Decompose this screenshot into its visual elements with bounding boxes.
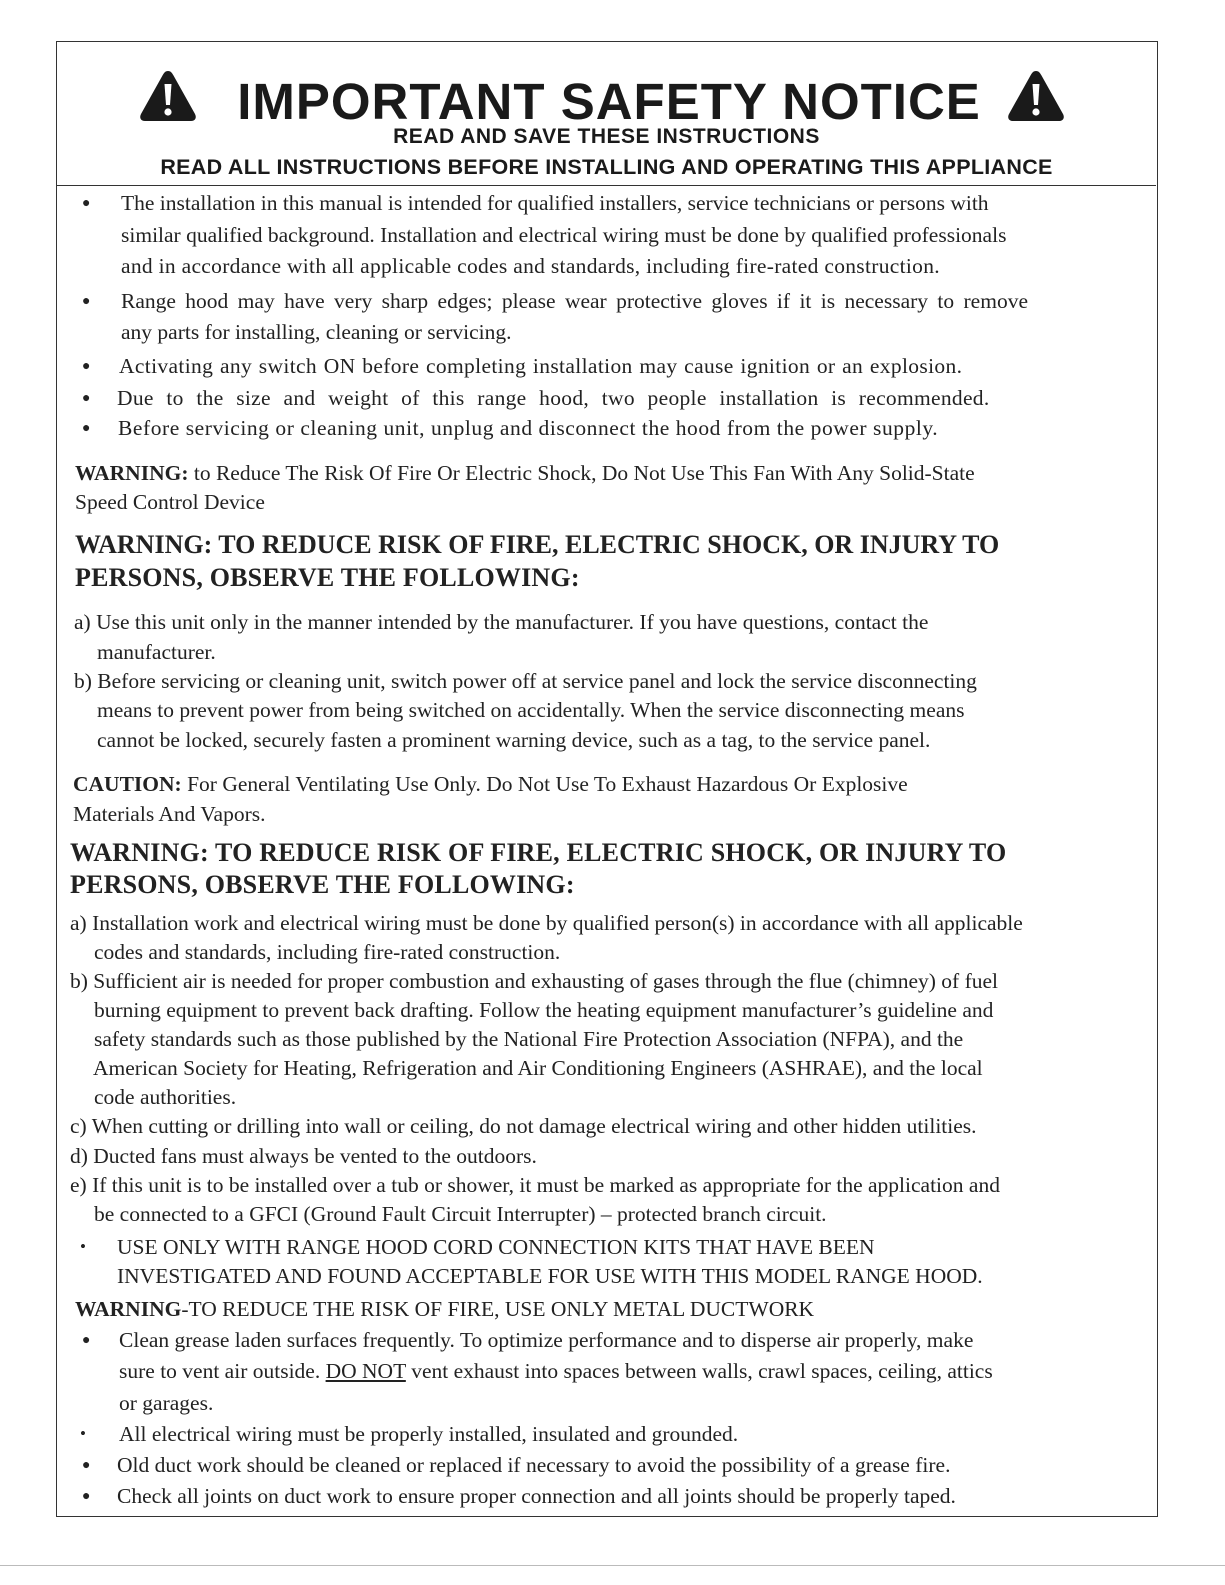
warning-triangle-icon [137,68,199,124]
bullet-line [119,1358,993,1384]
bullet-line: Range hood may have very sharp edges; please wear protective gloves if it is necessary to remove [121,289,1028,313]
list-item: e) If this unit is to be installed over a tub or shower, it must be marked as appropriate for the application and [70,1173,1000,1197]
warning-label: WARNING [75,1297,182,1321]
bullet-line: The installation in this manual is intended for qualified installers, service technicians or persons with [121,191,989,215]
section-heading: WARNING: TO REDUCE RISK OF FIRE, ELECTRIC SHOCK, OR INJURY TO [70,838,1007,867]
caution-label: CAUTION: [73,772,182,796]
caution-note [73,771,908,797]
list-item: code authorities. [94,1085,237,1109]
list-item: c) When cutting or drilling into wall or ceiling, do not damage electrical wiring and other hidden utilities. [70,1114,977,1138]
list-item: be connected to a GFCI (Ground Fault Circuit Interrupter) – protected branch circuit. [94,1202,827,1226]
cord-kit-note: USE ONLY WITH RANGE HOOD CORD CONNECTION KITS THAT HAVE BEEN [117,1235,875,1259]
bullet-line: Before servicing or cleaning unit, unplug and disconnect the hood from the power supply. [118,416,939,440]
bullet-icon: ● [82,391,91,406]
bullet-text: vent exhaust into spaces between walls, crawl spaces, ceiling, attics [405,1359,993,1383]
list-item: manufacturer. [97,640,216,664]
warning-text: to Reduce The Risk Of Fire Or Electric Shock, Do Not Use This Fan With Any Solid-State [188,461,975,485]
warning-label: WARNING: [75,461,189,485]
list-item: American Society for Heating, Refrigeration and Air Conditioning Engineers (ASHRAE), and the local [93,1056,983,1080]
bullet-icon: • [80,1237,86,1256]
bullet-text: sure to vent air outside. [119,1359,326,1383]
warning-ductwork [75,1296,814,1322]
warning-solid-state-line2: Speed Control Device [75,490,265,514]
list-item: d) Ducted fans must always be vented to the outdoors. [70,1144,537,1168]
do-not-emphasis: DO NOT [325,1359,406,1383]
subtitle: READ AND SAVE THESE INSTRUCTIONS [393,125,820,148]
warning-triangle-icon [1005,68,1067,124]
subtitle-2: READ ALL INSTRUCTIONS BEFORE INSTALLING AND OPERATING THIS APPLIANCE [160,155,1053,179]
bullet-icon: • [80,1424,86,1443]
bullet-line: or garages. [119,1391,214,1415]
section-heading: PERSONS, OBSERVE THE FOLLOWING: [70,870,575,899]
caution-text: For General Ventilating Use Only. Do Not Use To Exhaust Hazardous Or Explosive [181,772,908,796]
section-heading: WARNING: TO REDUCE RISK OF FIRE, ELECTRIC SHOCK, OR INJURY TO [75,530,1000,559]
list-item: means to prevent power from being switched on accidentally. When the service disconnecting means [97,698,965,722]
list-item: burning equipment to prevent back drafting. Follow the heating equipment manufacturer’s guideline and [94,998,994,1022]
list-item: cannot be locked, securely fasten a prominent warning device, such as a tag, to the service panel. [97,728,931,752]
cord-kit-note-line2: INVESTIGATED AND FOUND ACCEPTABLE FOR USE WITH THIS MODEL RANGE HOOD. [117,1264,983,1288]
page-bottom-rule [0,1565,1225,1566]
bullet-line: All electrical wiring must be properly installed, insulated and grounded. [119,1422,739,1446]
list-item: codes and standards, including fire-rated construction. [94,940,561,964]
bullet-line: and in accordance with all applicable codes and standards, including fire-rated construction. [121,254,940,278]
bullet-icon: ● [82,1333,91,1348]
section-heading: PERSONS, OBSERVE THE FOLLOWING: [75,563,580,592]
list-item: a) Use this unit only in the manner intended by the manufacturer. If you have questions, contact the [74,610,929,634]
title-row [57,68,1156,130]
bullet-line: Activating any switch ON before completing installation may cause ignition or an explosion. [119,354,963,378]
bullet-icon: ● [82,421,91,436]
bullet-line: Due to the size and weight of this range hood, two people installation is recommended. [117,386,990,410]
list-item: safety standards such as those published by the National Fire Protection Association (NFPA), and the [94,1027,964,1051]
notice-header [57,42,1156,186]
bullet-icon: ● [82,294,91,309]
bullet-icon: ● [82,196,91,211]
bullet-icon: ● [82,1458,91,1473]
caution-note-line2: Materials And Vapors. [73,802,266,826]
bullet-icon: ● [82,359,91,374]
list-item: b) Sufficient air is needed for proper combustion and exhausting of gases through the flue (chimney) of fuel [70,969,999,993]
bullet-line: similar qualified background. Installation and electrical wiring must be done by qualified professionals [121,223,1007,247]
list-item: a) Installation work and electrical wiring must be done by qualified person(s) in accordance with all applicable [70,911,1023,935]
bullet-icon: ● [82,1489,91,1504]
bullet-line: Clean grease laden surfaces frequently. To optimize performance and to disperse air properly, make [119,1328,974,1352]
warning-text: -TO REDUCE THE RISK OF FIRE, USE ONLY METAL DUCTWORK [181,1297,815,1321]
bullet-line: Check all joints on duct work to ensure proper connection and all joints should be properly taped. [117,1484,956,1508]
bullet-line: Old duct work should be cleaned or replaced if necessary to avoid the possibility of a grease fire. [117,1453,951,1477]
page-title: IMPORTANT SAFETY NOTICE [237,73,981,130]
list-item: b) Before servicing or cleaning unit, switch power off at service panel and lock the service disconnecting [74,669,977,693]
warning-solid-state [75,460,975,486]
bullet-line: any parts for installing, cleaning or servicing. [121,320,512,344]
